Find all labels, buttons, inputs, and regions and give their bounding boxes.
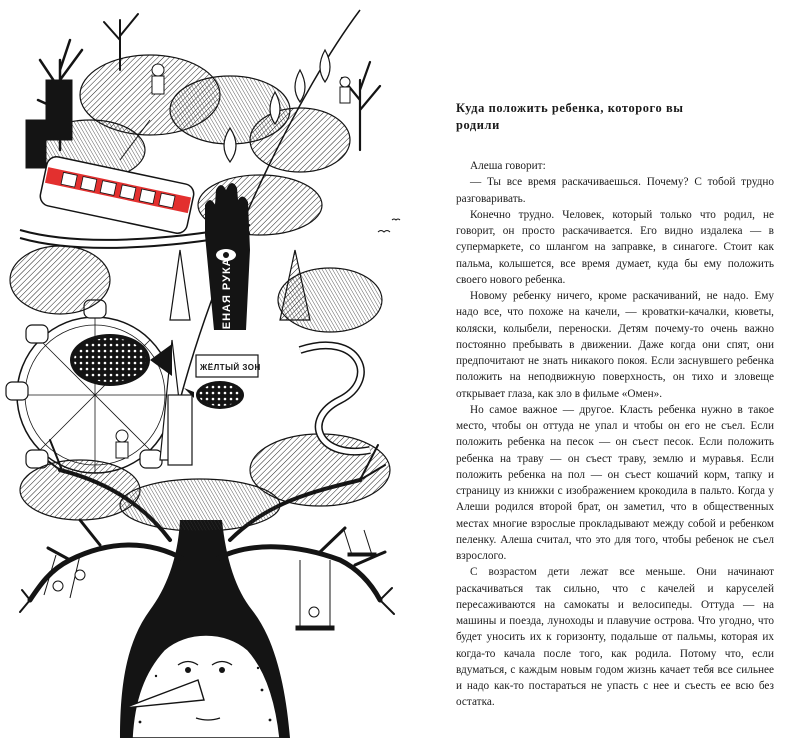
hand-sign-text: ЧЕНАЯ РУКА xyxy=(221,257,233,338)
paragraph: С возрастом дети лежат все меньше. Они начинают раскачиваться так сильно, что с качелей и каруселей пересаживаются на самокаты и велосипеды. Оттуда — на машины и поезда, луноходы и плавучие острова. Что угодно, что будет уносить их к горизонту, подальше от пальмы, которая их когда-то качала после того, как родила. Потому что, если вдуматься, с каждым новым годом жизнь качает тебя все сильнее и надо как-то постараться не упасть с нее и съесть ее всю без остатка. xyxy=(456,566,774,709)
yellow-sign-text: ЖЁЛТЫЙ ЗОН xyxy=(200,363,261,372)
paragraph: Алеша говорит: xyxy=(470,160,546,172)
chapter-title: Куда положить ребенка, которого вы родили xyxy=(456,101,684,132)
ferris-wheel xyxy=(6,300,173,473)
spotted-bird xyxy=(184,381,244,409)
body-text xyxy=(456,158,774,711)
flying-birds xyxy=(378,219,400,232)
paragraph: Новому ребенку ничего, кроме раскачиваний, не надо. Ему надо все, что похоже на качели, — кроватки-качалки, кюветы, коляски, колыбели, переноски. Детям почему-то очень важно постоянно пребывать в движении. Даже когда они спят, они предпочитают не знать никакого покоя. Если заснувшего ребенка положить на неподвижную поверхность, он тихо и зловеще открывает глаза, как зло в фильме «Омен». xyxy=(456,290,774,400)
spotted-fish xyxy=(70,334,172,386)
paragraph: Конечно трудно. Человек, который только что родил, не говорит, он просто раскачивается. Его видно издалека — в супермаркете, со шлангом на заправке, в синагоге. Стоит как пальма, колышется, все время думает, куда бы ему положить своего нового ребенка. xyxy=(456,208,774,286)
paragraph: Но самое важное — другое. Класть ребенка нужно в такое место, чтобы он оттуда не упал и чтобы он его не съел. Если положить ребенка на песок — он съест песок. Если положить ребенка на траву — он съест траву, землю и муравья. Если положить ребенка на пол — он съест кошачий корм, тапку и страницу из книжки с изображением крокодила в пальто. Когда у Алеши родился второй брат, он заметил, что в общественных местах многие взрослые прокладывают между собой и ребенком пеленку. Алеша считал, что это для того, чтобы ребенок не съел взрослого. xyxy=(456,403,774,562)
tree-trunk xyxy=(120,520,290,738)
text-page xyxy=(456,100,774,711)
paragraph: — Ты все время раскачиваешься. Почему? С тобой трудно разговаривать. xyxy=(456,176,774,205)
